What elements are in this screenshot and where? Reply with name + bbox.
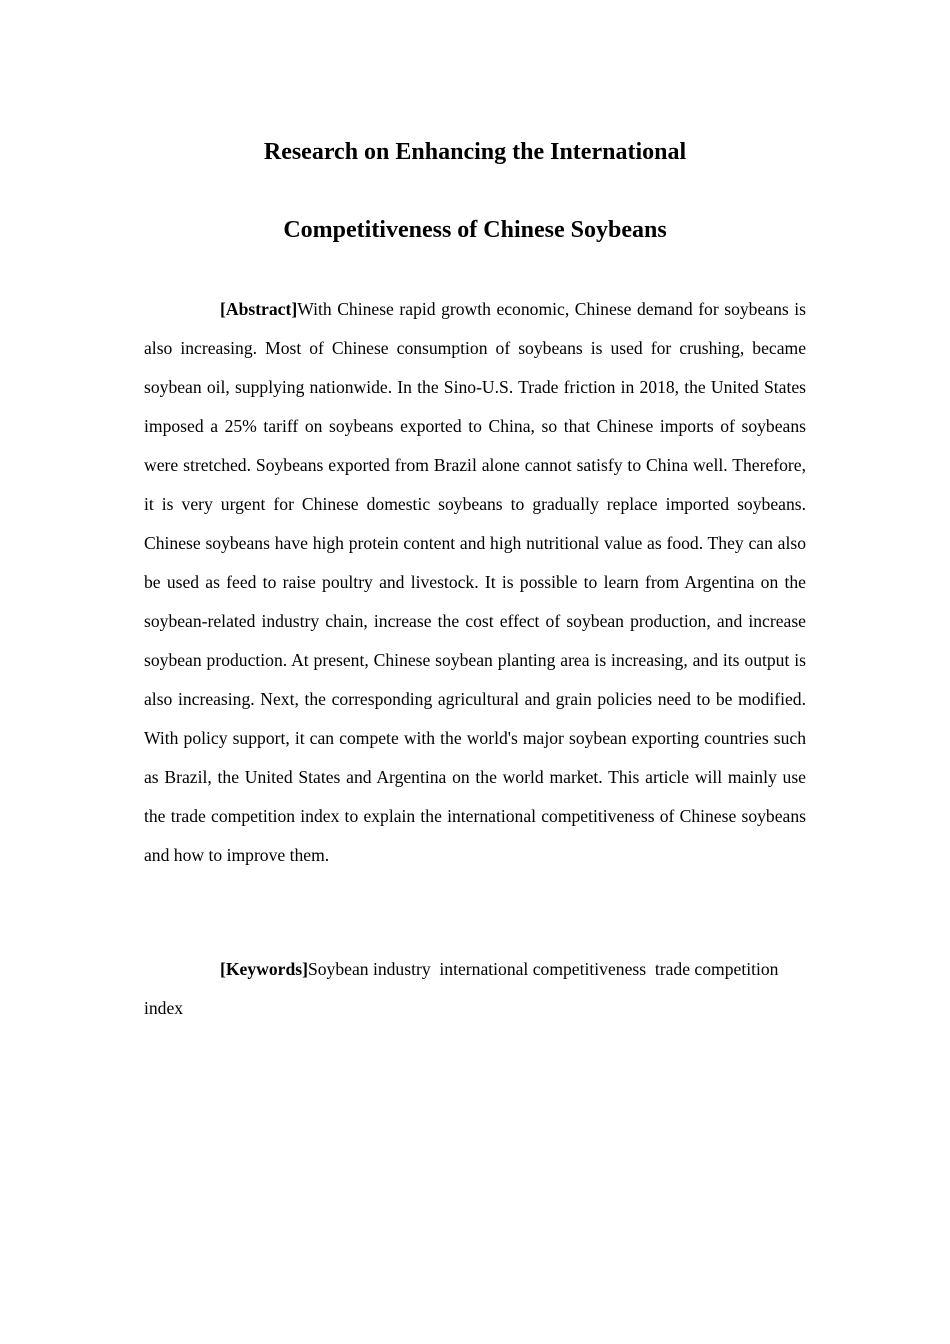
title-line-1: Research on Enhancing the International	[263, 139, 687, 165]
abstract-paragraph	[144, 290, 806, 875]
keywords-label: [Keywords]	[220, 959, 308, 979]
keywords-paragraph	[144, 950, 806, 1028]
abstract-text: With Chinese rapid growth economic, Chinese demand for soybeans is also increasing. Most of Chinese consumption of soybeans is used for crushing, became soybean oil, supplying nationwide. In the Sino-U.S. Trade friction in 2018, the United States imposed a 25% tariff on soybeans exported to China, so that Chinese imports of soybeans were stretched. Soybeans exported from Brazil alone cannot satisfy to China well. Therefore, it is very urgent for Chinese domestic soybeans to gradually replace imported soybeans. Chinese soybeans have high protein content and high nutritional value as food. They can also be used as feed to raise poultry and livestock. It is possible to learn from Argentina on the soybean-related industry chain, increase the cost effect of soybean production, and increase soybean production. At present, Chinese soybean planting area is increasing, and its output is also increasing. Next, the corresponding agricultural and grain policies need to be modified. With policy support, it can compete with the world's major soybean exporting countries such as Brazil, the United States and Argentina on the world market. This article will mainly use the trade competition index to explain the international competitiveness of Chinese soybeans and how to improve them.	[144, 299, 806, 865]
keywords-text: Soybean industry international competitiveness trade competition index	[144, 959, 783, 1018]
abstract-label: [Abstract]	[220, 299, 298, 319]
title-line-2: Competitiveness of Chinese Soybeans	[283, 217, 667, 243]
